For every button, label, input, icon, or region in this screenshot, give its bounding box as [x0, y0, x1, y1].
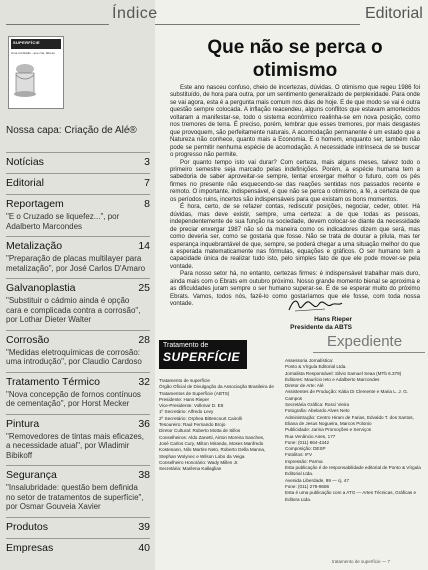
staff-line: Esta é uma publicação com a ATG — Artes Técnicas, Gráficas e Editora Ltda.	[285, 490, 417, 502]
editorial-paragraph: Este ano nasceu confuso, cheio de incertezas, dúvidas. O otimismo que regeu 1986 foi substituído, de hora para outra, por um sentimento generalizado de perplexidade. Para onde se vai agora, esta é a pergunta mais comum nos dias de hoje. E de que modo se vai é outra questão sempre colocada. A inflação reacendeu, alguns conflitos que estavam amortecidos voltaram a manifestar-se, todo o sistema econômico realinha-se em nova posição, como nos tremores de terra. É preciso, porém, lembrar que esses tremores, por mais desgastes que provoquem, são perfeitamente naturais. A acomodação permanente é um estado que a Natureza não conhece, quanto mais a Economia. E o homem, enquanto ser, também não pode se permitir nenhuma espécie de acomodação. A necessidade intrínseca de se buscar o progresso não permite.	[170, 84, 421, 159]
toc-section: Notícias	[6, 156, 44, 168]
editorial-paragraph: É hora, certo, de se refazer contas, rediscutir posições, negociar, ceder, obter. Há dúvidas, mas deve existir, sempre, uma certeza: a de que todas as pessoas, independentemente de sua função na sociedade, devem colocar-se diante da necessidade de preciar enxergar 1987 não só da maneira como os indicadores dizem que será, mas como deveria ser, como se gostaria que fosse. Não se trata de dourar a pílula, mas ter esperança inquebrantável de que, sempre, se poderá chegar a uma situação melhor do que a esperada matematicamente nas fórmulas, equações e gráficos. O ser humano tem a capacidade única de realizar tudo isto, pelo simples fato de que ele pode mover-se pela vontade.	[170, 203, 420, 270]
staff-line: Rua Venâncio Aires, 177	[285, 433, 336, 439]
toc-section: Empresas	[6, 541, 54, 554]
staff-line: Avenida Liberdade, 99 — cj. 47	[285, 477, 350, 483]
toc-description: "E o Cruzado se liquefez...", por Adalberto Marcondes	[6, 212, 120, 231]
toc-section: Produtos	[6, 520, 49, 533]
staff-line: Secretária Gráfica: Rosci Vieira	[285, 402, 349, 408]
toc-page-number: 36	[138, 417, 150, 430]
staff-line: Conselheiros: Aldo Zanetti, Airton Moreira Sanches, José Carlos Cury, Milton Miranda, Moses Manfredo Kostenann, Nilo Martire Neto, Roberto Della Manna, Stephan Wolynec e Wilson Lobo da Veiga	[159, 434, 266, 459]
toc-section: Galvanoplastia	[6, 282, 76, 294]
staff-line: Tratamento de superfície	[159, 378, 210, 383]
toc-entry	[6, 465, 150, 517]
staff-line: Órgão Oficial de Divulgação da Associação Brasileira de Tratamentos de Superfície (ABTS)	[159, 384, 274, 396]
toc-page-number: 3	[144, 156, 150, 168]
staff-line: Impressão: Parma	[285, 458, 323, 464]
toc-entry	[6, 278, 150, 330]
toc-description: "Medidas eletroquímicas de corrosão: uma introdução", por Claudio Cardoso	[6, 347, 142, 366]
staff-line: Ponto & Vírgula Editorial Ltda.	[285, 364, 347, 370]
staff-line: Tesoureiro: Raul Fernando Brojo	[159, 422, 226, 428]
staff-line: Assessoria Jornalística:	[285, 358, 334, 363]
staff-line: Jornalista Responsável: Silvio Samuel Seaa (MTb 6.379)	[285, 370, 402, 376]
staff-line: Secretária: Marilena Kallaglian	[159, 466, 222, 472]
editorial-paragraph: Para nosso setor há, no entanto, certezas firmes: é indispensável trabalhar mais duro, ainda mais com o Ebrats em outubro próximo. Nosso grande momento bienal se aproxima e as dificuldades juram sempre o ser humano superar-se. É de se esperar muito do próximo Ebrats. Vamos, todos nós, fazê-lo como gostaríamos que ele fosse, com toda nossa vontade.	[170, 270, 420, 308]
expediente-rule	[313, 352, 425, 353]
toc-page-number: 39	[138, 520, 150, 533]
toc-entry	[6, 414, 150, 466]
toc-entry	[6, 194, 150, 236]
editorial-paragraph: Por quanto tempo isto vai durar? Com certeza, mais alguns meses, talvez todo o primeiro semestre seja marcado pelas indefinições. Porém, a espécie humana tem a sabedoria de saber aproveitar-se sempre, tentar enxergar melhor o futuro, com os pés firmes no presente não esquecendo-se das reações sentidas nos passados recente e remoto. O importante, indispensável, é que não se perca o otimismo, a fé, a certeza de que os períodos ruins, incertos são indispensáveis para que existam os bons momentos.	[170, 158, 420, 203]
cover-title: Uma confissão - que cria, fala ao	[11, 51, 55, 55]
toc-entry	[6, 372, 150, 414]
staff-line: Publicidade: Jarina Promoções e Serviços	[285, 427, 372, 433]
toc-description: "Preparação de placas multilayer para metalização", por José Carlos D'Amaro	[6, 254, 146, 273]
editorial-headline: Que não se perca o otimismo	[207, 37, 383, 81]
toc-entry	[6, 517, 150, 538]
toc-description: "Insalubridade: questão bem definida no setor de tratamentos de superfície", por Osmar Gouveia Xavier	[6, 483, 144, 511]
signer-title: Presidente da ABTS	[290, 324, 352, 331]
toc-entry	[6, 538, 150, 559]
header-rule-left	[6, 24, 109, 25]
staff-line: Diretor de Arte: Alé	[285, 383, 324, 389]
staff-line: Fone: (011) 276-8686	[285, 483, 330, 489]
cover-masthead: SUPERFÍCIE	[11, 39, 61, 49]
toc-section: Reportagem	[6, 198, 64, 210]
staff-line: Vice-Presidente: Volkmar D. Ett	[159, 403, 224, 409]
toc-description: "Nova concepção de fornos contínuos de cementação", por Horst Mecker	[6, 389, 141, 408]
signer-name: Hans Rieper	[314, 316, 352, 323]
toc-page-number: 7	[144, 177, 150, 189]
toc-page-number: 25	[138, 282, 150, 294]
logo-line-1: Tratamento de	[163, 342, 209, 349]
handwritten-signature	[285, 296, 345, 314]
staff-line: 2º Secretário: Orphea Bittencourt Cairolli	[159, 415, 242, 421]
staff-line: Conselheiro Honorário: Wady Millen Jr.	[159, 459, 239, 465]
editorial-body	[170, 84, 420, 308]
staff-list-left	[159, 378, 275, 472]
toc-page-number: 38	[138, 469, 150, 481]
table-of-contents	[6, 152, 150, 559]
cover-artwork	[11, 61, 39, 99]
index-header: Índice	[112, 5, 158, 22]
toc-section: Segurança	[6, 469, 57, 481]
staff-line: Diretor Cultural: Roberto Motta de Sillos	[159, 428, 241, 434]
staff-line: Fotolitos: IFV	[285, 452, 313, 458]
toc-section: Tratamento Térmico	[6, 375, 100, 388]
toc-entry	[6, 236, 150, 278]
staff-line: Fone: (011) 864-4342	[285, 439, 330, 445]
signature-block	[262, 316, 352, 332]
page-footer: tratamento de superfície — 7	[332, 559, 391, 564]
toc-page-number: 32	[138, 375, 150, 388]
staff-line: Composição: DESP	[285, 446, 326, 452]
cover-thumbnail	[8, 36, 64, 109]
toc-description: "Substituir o cádmio ainda é opção cara e complicada contra a corrosão", por Lothar Dieter Walter	[6, 296, 141, 324]
toc-page-number: 28	[138, 333, 150, 346]
toc-section: Pintura	[6, 417, 40, 430]
staff-line: Esta publicação é de responsabilidade editorial de Ponto & Vírgula Editorial Ltda.	[285, 465, 421, 477]
staff-line: Assistentes de Produção: Kátia Di Clemente e Maria L. J. G. Campos	[285, 389, 409, 401]
staff-line: Editores: Maurício Ieto e Adalberto Marcondes	[285, 376, 380, 382]
editorial-header: Editorial	[365, 5, 423, 22]
toc-section: Metalização	[6, 240, 63, 252]
toc-page-number: 40	[138, 541, 150, 554]
expediente-heading: Expediente	[327, 333, 403, 350]
toc-entry	[6, 330, 150, 372]
toc-page-number: 14	[138, 240, 150, 252]
staff-line: Fotografia: Abelardo Alves Neto	[285, 408, 350, 414]
toc-entry	[6, 173, 150, 194]
toc-entry	[6, 152, 150, 173]
cover-caption: Nossa capa: Criação de Alé®	[6, 125, 137, 136]
header-rule-middle	[155, 24, 360, 25]
staff-line: 1º Secretário: Alfredo Levy	[159, 409, 214, 415]
logo-line-2: SUPERFÍCIE	[163, 350, 241, 364]
staff-list-right	[285, 358, 423, 503]
toc-section: Editorial	[6, 177, 44, 189]
toc-description: "Removedores de tintas mais eficazes, a necessidade atual", por Wladimir Bibikoff	[6, 431, 145, 460]
staff-line: Administração: Centro Hiram de Farias, Edvaldo T. dos Santos, Eliana de Jesus Nogueira, Marcos Polonio	[285, 414, 414, 426]
staff-line: Presidente: Hans Rieper	[159, 396, 210, 402]
magazine-logo	[159, 340, 247, 369]
toc-section: Corrosão	[6, 333, 50, 346]
toc-page-number: 8	[144, 198, 150, 210]
